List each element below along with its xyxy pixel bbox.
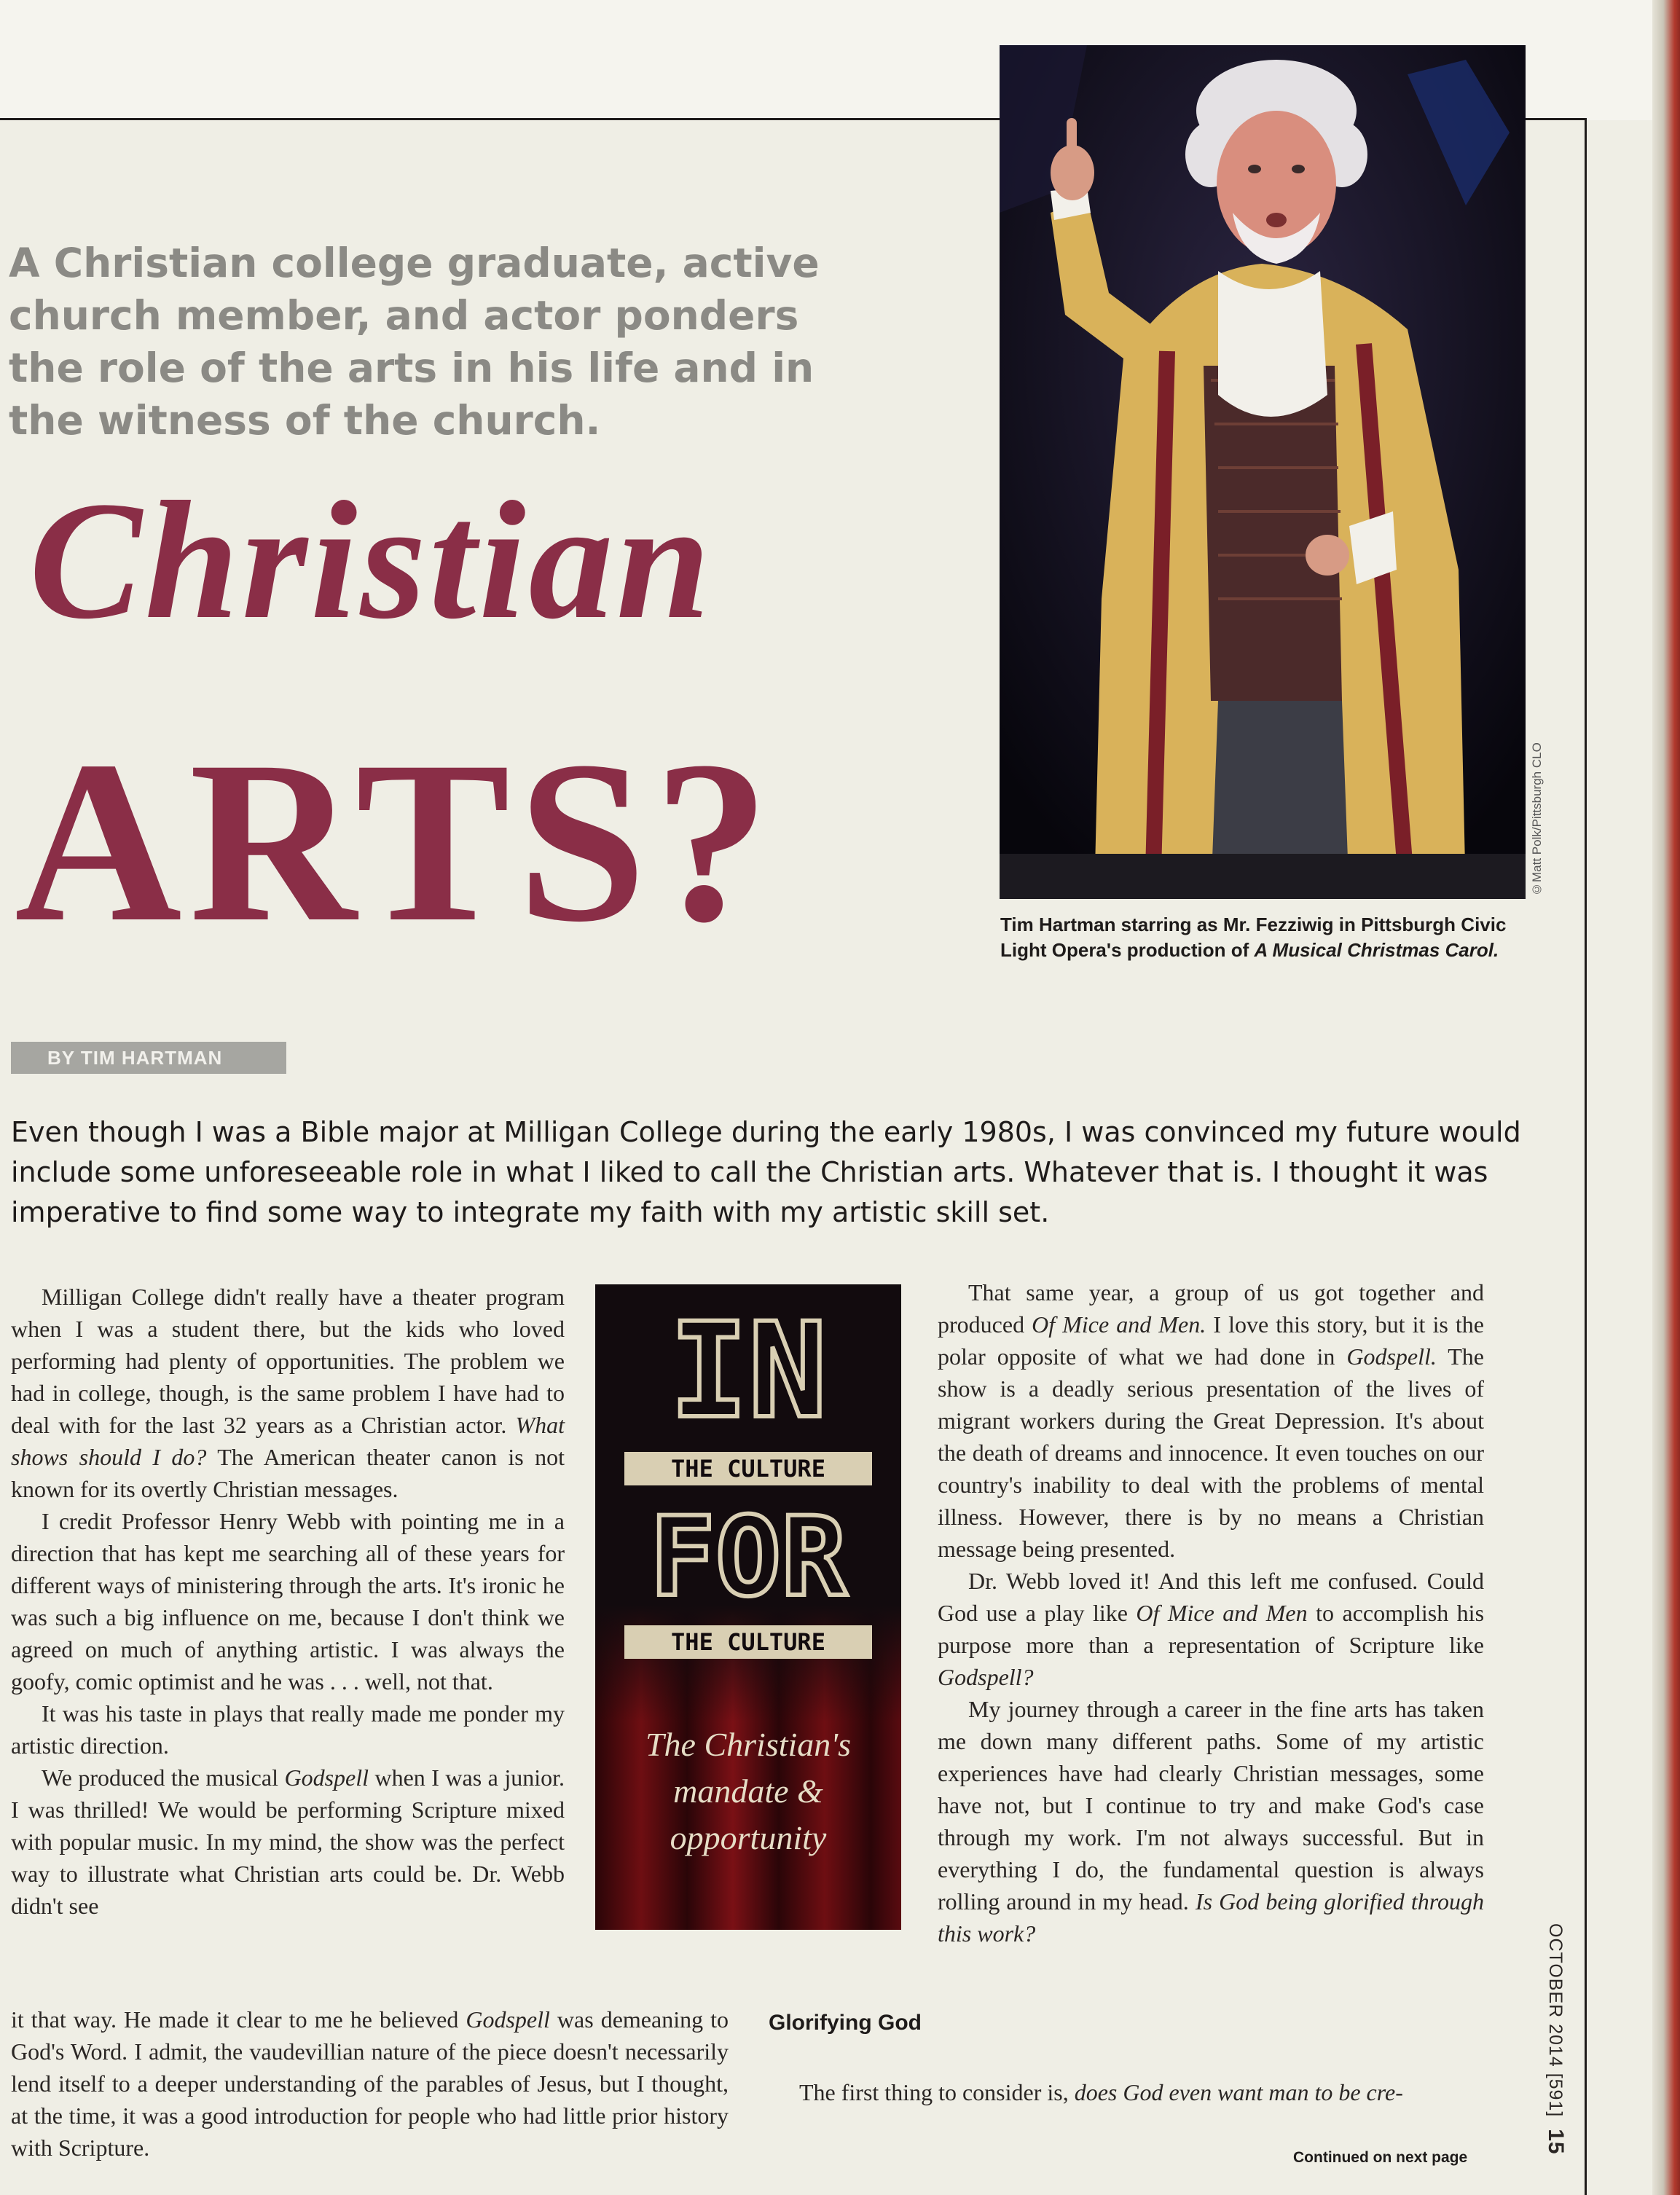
paragraph: That same year, a group of us got together and produced Of Mice and Men. I love this story, but it is the polar opposite of what we had done in Godspell. The show is a deadly serious presentation of the lives of migrant workers during the Great Depression. It's about the death of dreams and innocence. It even touches on our country's inability to deal with the problems of mental illness. However, there is by no means a Christian message being presented. xyxy=(938,1279,1485,1562)
paragraph: I credit Professor Henry Webb with pointing me in a direction that has kept me searching all of these years for different ways of ministering through the arts. It's ironic he was such a big influence on me, because I don't think we agreed on much of anything artistic. I was always the goofy, comic optimist and he was . . . well, not that. xyxy=(11,1508,565,1695)
folio-date: OCTOBER 2014 xyxy=(1545,1923,1566,2068)
body-column-right xyxy=(938,1276,1484,1949)
promo-tagline: The Christian's mandate & opportunity xyxy=(645,1726,852,1856)
photo-credit: ©Matt Polk/Pittsburgh CLO xyxy=(1530,742,1544,896)
fezziwig-illustration xyxy=(1000,45,1526,899)
caption-show-title: A Musical Christmas Carol. xyxy=(1254,939,1499,961)
photo-caption xyxy=(1000,912,1554,963)
frame-rule-right xyxy=(1585,118,1587,2195)
paragraph: it that way. He made it clear to me he believed Godspell was demeaning to God's Word. I admit, the vaudevillian nature of the piece doesn't necessarily lend itself to a deeper understanding of the parables of Jesus, but I thought, at the time, it was a good introduction for people who had little prior history with Scripture. xyxy=(11,2006,729,2161)
article-title-line2: ARTS? xyxy=(15,713,777,970)
paragraph: Milligan College didn't really have a theater program when I was a student there, but the kids who loved performing had plenty of opportunities. The problem we had in college, though, is the same problem I have had to deal with for the last 32 years as a Christian actor. What shows should I do? The American theater canon is not known for its overtly Christian messages. xyxy=(11,1284,565,1502)
paragraph: We produced the musical Godspell when I was a junior. I was thrilled! We would be performing Scripture mixed with popular music. In my mind, the show was the perfect way to illustrate what Christian arts could be. Dr. Webb didn't see xyxy=(11,1764,565,1919)
promo-word-in: IN xyxy=(669,1295,828,1448)
paragraph: My journey through a career in the fine arts has taken me down many different paths. Some of my artistic experiences have had clearly Christian messages, some have not, but I continue to try and make God's case through my work. I'm not always successful. But in everything I do, the fundamental question is always rolling around in my head. Is God being glorified through this work? xyxy=(938,1696,1485,1947)
promo-word-for: FOR xyxy=(649,1494,847,1621)
folio-issue: [591] xyxy=(1545,2073,1566,2118)
body-column-bottom xyxy=(769,2076,1486,2108)
section-subhead: Glorifying God xyxy=(769,2011,922,2035)
lede-paragraph: Even though I was a Bible major at Milligan College during the early 1980s, I was convinced my future would include some unforeseeable role in what I liked to call the Christian arts. Whatever that is. I thought it was imperative to find some way to integrate my faith with my artistic skill set. xyxy=(11,1116,1521,1228)
page-number: 15 xyxy=(1544,2129,1568,2155)
body-column-left xyxy=(11,1281,565,1922)
caption-text: Tim Hartman starring as Mr. Fezziwig in Pittsburgh Civic Light Opera's production of xyxy=(1000,914,1507,961)
article-dek: A Christian college graduate, active church member, and actor ponders the role of the arts in his life and in the witness of the church. xyxy=(9,240,820,444)
promo-banner-2: THE CULTURE xyxy=(624,1625,872,1659)
promo-banner-1: THE CULTURE xyxy=(624,1452,872,1485)
byline: BY TIM HARTMAN xyxy=(11,1042,286,1074)
paragraph: Dr. Webb loved it! And this left me confused. Could God use a play like Of Mice and Men to accomplish his purpose more than a representation of Scripture like Godspell? xyxy=(938,1568,1485,1690)
paragraph: The first thing to consider is, does God even want man to be cre- xyxy=(799,2079,1403,2105)
page-folio xyxy=(1539,1923,1568,2164)
page-edge xyxy=(1652,0,1680,2195)
continued-note: Continued on next page xyxy=(1293,2149,1468,2166)
article-title-line1: Christian xyxy=(29,467,713,654)
actor-photo xyxy=(1000,45,1526,899)
paragraph: It was his taste in plays that really made me ponder my artistic direction. xyxy=(11,1700,565,1759)
body-column-left-continued xyxy=(11,2003,729,2164)
in-the-culture-promo xyxy=(595,1284,901,1930)
